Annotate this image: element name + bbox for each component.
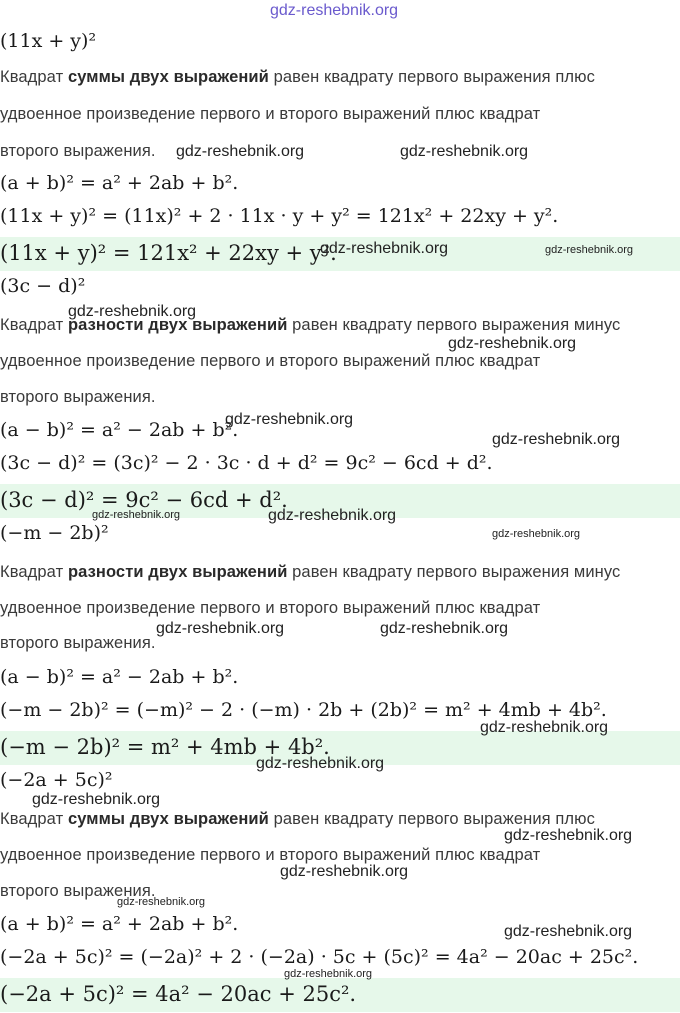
expansion-3: (−m − 2b)² = (−m)² − 2 · (−m) · 2b + (2b)² = m² + 4mb + 4b². bbox=[0, 699, 607, 721]
watermark: gdz-reshebnik.org bbox=[320, 240, 449, 257]
rule-4-line-3: второго выражения. bbox=[0, 882, 156, 900]
rule-3-line-3: второго выражения. bbox=[0, 634, 156, 652]
rule-3-line-2: удвоенное произведение первого и второго выражений плюс квадрат bbox=[0, 599, 541, 617]
watermark: gdz-reshebnik.org bbox=[176, 143, 305, 160]
watermark: gdz-reshebnik.org bbox=[117, 896, 206, 908]
watermark: gdz-reshebnik.org bbox=[256, 755, 385, 772]
expression-3: (−m − 2b)² bbox=[0, 522, 109, 544]
watermark: gdz-reshebnik.org bbox=[448, 335, 577, 352]
formula-1: (a + b)² = a² + 2ab + b². bbox=[0, 172, 239, 194]
rule-4-line-2: удвоенное произведение первого и второго выражений плюс квадрат bbox=[0, 846, 541, 864]
rule-4-line-1: Квадрат суммы двух выражений равен квадрату первого выражения плюс bbox=[0, 810, 595, 828]
rule-1-line-3: второго выражения. bbox=[0, 142, 156, 160]
rule-1-line-2: удвоенное произведение первого и второго выражений плюс квадрат bbox=[0, 105, 541, 123]
expression-2: (3c − d)² bbox=[0, 275, 86, 297]
watermark: gdz-reshebnik.org bbox=[400, 143, 529, 160]
watermark: gdz-reshebnik.org bbox=[32, 791, 161, 808]
watermark: gdz-reshebnik.org bbox=[68, 303, 197, 320]
answer-3: (−m − 2b)² = m² + 4mb + 4b². bbox=[0, 735, 330, 759]
watermark: gdz-reshebnik.org bbox=[156, 620, 285, 637]
header-watermark[interactable]: gdz-reshebnik.org bbox=[270, 2, 399, 19]
rule-2-line-1: Квадрат разности двух выражений равен квадрату первого выражения минус bbox=[0, 316, 621, 334]
rule-2-line-2: удвоенное произведение первого и второго выражений плюс квадрат bbox=[0, 352, 541, 370]
watermark: gdz-reshebnik.org bbox=[492, 528, 581, 540]
watermark: gdz-reshebnik.org bbox=[480, 719, 609, 736]
expression-4: (−2a + 5c)² bbox=[0, 769, 113, 791]
expression-1: (11x + y)² bbox=[0, 30, 97, 52]
answer-4: (−2a + 5c)² = 4a² − 20ac + 25c². bbox=[0, 982, 357, 1006]
answer-1: (11x + y)² = 121x² + 22xy + y². bbox=[0, 241, 337, 265]
watermark: gdz-reshebnik.org bbox=[92, 509, 181, 521]
formula-4: (a + b)² = a² + 2ab + b². bbox=[0, 913, 239, 935]
watermark: gdz-reshebnik.org bbox=[504, 827, 633, 844]
rule-3-line-1: Квадрат разности двух выражений равен квадрату первого выражения минус bbox=[0, 563, 621, 581]
watermark: gdz-reshebnik.org bbox=[268, 507, 397, 524]
watermark: gdz-reshebnik.org bbox=[504, 923, 633, 940]
expansion-1: (11x + y)² = (11x)² + 2 · 11x · y + y² = 121x² + 22xy + y². bbox=[0, 205, 559, 227]
expansion-2: (3c − d)² = (3c)² − 2 · 3c · d + d² = 9c² − 6cd + d². bbox=[0, 452, 493, 474]
expansion-4: (−2a + 5c)² = (−2a)² + 2 · (−2a) · 5c + (5c)² = 4a² − 20ac + 25c². bbox=[0, 946, 639, 968]
watermark: gdz-reshebnik.org bbox=[225, 411, 354, 428]
answer-2: (3c − d)² = 9c² − 6cd + d². bbox=[0, 488, 288, 512]
rule-1-line-1: Квадрат суммы двух выражений равен квадрату первого выражения плюс bbox=[0, 68, 595, 86]
watermark: gdz-reshebnik.org bbox=[280, 863, 409, 880]
formula-2: (a − b)² = a² − 2ab + b². bbox=[0, 419, 239, 441]
watermark: gdz-reshebnik.org bbox=[380, 620, 509, 637]
formula-3: (a − b)² = a² − 2ab + b². bbox=[0, 666, 239, 688]
watermark: gdz-reshebnik.org bbox=[492, 431, 621, 448]
watermark: gdz-reshebnik.org bbox=[545, 244, 634, 256]
rule-2-line-3: второго выражения. bbox=[0, 388, 156, 406]
watermark: gdz-reshebnik.org bbox=[284, 968, 373, 980]
